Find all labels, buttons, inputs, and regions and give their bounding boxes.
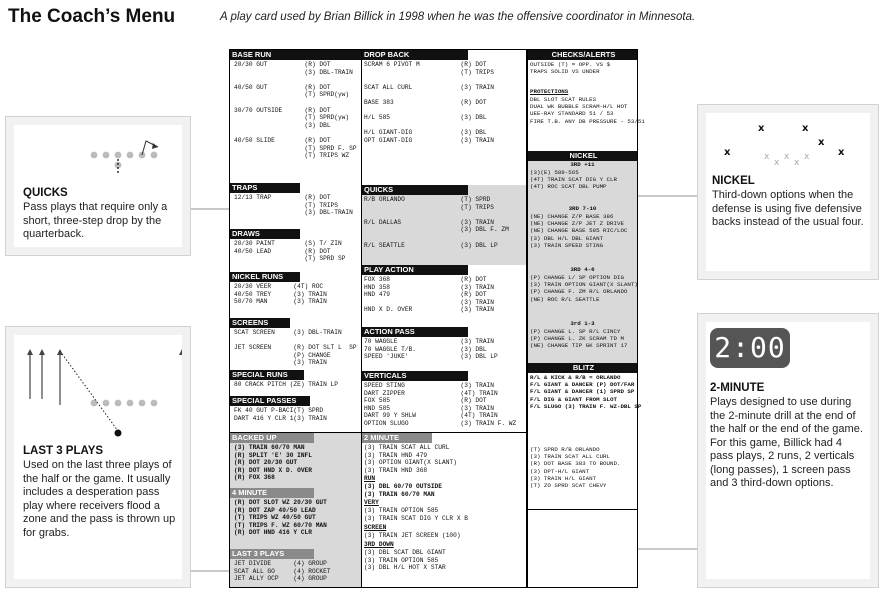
2-minute-screen-plays: (3) TRAIN JET SCREEN (100) [364,532,461,539]
section-blitz: BLITZ [528,363,637,373]
play-action-plays: FOX 368 (R) DOT HND 358 (3) TRAIN HND 479 (R) DOT (3) TRAIN HND X D. OVER (3) TRAIN [364,276,494,314]
connector-last3 [191,570,230,572]
section-screens: SCREENS [230,318,290,328]
callout-last3-text: Used on the last three plays of the half or the game. It usually includes a desperation pass play where receivers flood a zone and the pass is thrown up for grabs. [23,459,176,539]
quicks-diagram [14,129,182,185]
drop-back-plays: SCRAM 6 PIVOT M (R) DOT (T) TRIPS SCAT ALL CURL (3) TRAIN BASE 383 (R) DOT H/L 585 (3) DBL H/L GIANT-DIG (3) DBL OPT GIANT-DIG (3) TRAIN [364,61,494,144]
nickel-3rd-4-6: 3RD 4-6 [570,266,595,273]
callout-quicks-title: QUICKS [23,187,68,199]
special-runs-plays: 80 CRACK PITCH (ZE) TRAIN LP [234,381,338,388]
callout-last3 [5,326,191,588]
last3-diagram [14,339,182,439]
svg-text:x: x [804,152,810,162]
traps-plays: 12/13 TRAP (R) DOT (T) TRIPS (3) DBL-TRAIN [234,194,353,217]
section-base-run: BASE RUN [230,50,361,60]
section-4-minute: 4 MINUTE [230,488,314,498]
blitz-plays: R/L & KICK & R/B = ORLANDO F/L GIANT & DANCER (P) DOT/FAR F/L GIANT & DANCER (1) SPRD SP F/L DIG & GIANT FROM SLOT F/L SLUGO (3) TRAIN F. WZ-DBL SP [530,374,642,410]
section-action-pass: ACTION PASS [362,327,468,337]
backed-up-plays: (3) TRAIN 60/70 MAN (R) SPLIT 'E' 30 INFL (R) DOT 20/30 GUT (R) DOT HND X D. OVER (R) FOX 368 [234,444,312,482]
nickel-3rd-7-10-plays: (NE) CHANGE Z/P BASE 386 (NE) CHANGE Z/P JET Z DRIVE (NE) CHANGE BASE 585 RIC/LOC (3) DBL H/L DBL GIANT (3) TRAIN SPEED STING [530,213,628,249]
connector-quicks [191,208,230,210]
section-traps: TRAPS [230,183,300,193]
callout-2minute-title: 2-MINUTE [710,382,765,394]
2-minute-very-label: VERY [364,499,379,506]
section-verticals: VERTICALS [362,371,468,381]
clock-value: 2:00 [714,331,786,364]
callout-last3-title: LAST 3 PLAYS [23,445,104,457]
callout-quicks-text: Pass plays that require only a short, three-step drop by the quarterback. [23,201,168,240]
quicks-plays: R/B ORLANDO (T) SPRD (T) TRIPS R/L DALLAS (3) TRAIN (3) DBL F. ZM R/L SEATTLE (3) DBL LP [364,196,509,249]
last-3-plays-list: JET DIVIDE (4) GROUP SCAT ALL GO (4) ROCKET JET ALLY OCP (4) GROUP [234,560,331,583]
svg-text:x: x [764,152,770,162]
nickel-3rd-4-6-plays: (P) CHANGE L/ SP OPTION DIG (3) TRAIN OPTION GIANT(X SLANT) (P) CHANGE F. ZM R/L ORLANDO (NE) ROC R/L SEATTLE [530,274,638,303]
protections-lines: DBL SLOT SCAT RULES DUAL WK BUBBLE SCRAM-H/L HOT UEE-RAY STANDARD 51 / 53 FIRE T.B. ANY DB PRESSURE - 53/51 [530,96,645,125]
screens-plays: SCAT SCREEN (3) DBL-TRAIN JET SCREEN (R) DOT SLT L SP (P) CHANGE (3) TRAIN [234,329,357,367]
svg-text:x: x [794,158,800,168]
nickel-3rd-11: 3RD +11 [570,161,595,168]
connector-nickel [638,195,698,197]
clock-display [710,328,790,368]
section-checks-alerts: CHECKS/ALERTS [528,50,637,60]
page-title: The Coach’s Menu [8,6,176,27]
section-quicks: QUICKS [362,185,468,195]
svg-text:x: x [818,137,825,148]
2-minute-run-plays: (3) DBL 60/70 OUTSIDE (3) TRAIN 60/70 MAN [364,483,442,498]
verticals-plays: SPEED STING (3) TRAIN DART ZIPPER (4T) TRAIN FOX 585 (R) DOT HND 585 (3) TRAIN DART 99 Y SHLW (4T) TRAIN OPTION SLUGO (3) TRAIN F. WZ [364,382,517,427]
section-2-minute: 2 MINUTE [362,433,432,443]
checks-alerts-lines: OUTSIDE (T) = OPP. VS $ TRAPS SOLID VS UNDER [530,61,611,76]
section-nickel-runs: NICKEL RUNS [230,272,300,282]
2-minute-pass-plays: (3) TRAIN SCAT ALL CURL (3) TRAIN HND 479 (3) OPTION GIANT(X SLANT) (3) TRAIN HND 368 [364,444,457,474]
action-pass-plays: 70 WAGGLE (3) TRAIN 70 WAGGLE T/B. (3) DBL SPEED 'JUKE' (3) DBL LP [364,338,498,361]
section-nickel: NICKEL [528,151,637,161]
nickel-3rd-1-3-plays: (P) CHANGE L. SP R/L CINCY (P) CHANGE L. ZK SCRAM TD M (NE) CHANGE TIP GK SPRINT 17 [530,328,628,350]
nickel-diagram [706,117,870,173]
section-drop-back: DROP BACK [362,50,468,60]
2-minute-run-label: RUN [364,475,376,482]
section-draws: DRAWS [230,229,300,239]
svg-text:x: x [758,123,765,134]
section-backed-up: BACKED UP [230,433,314,443]
nickel-3rd-11-plays: (3)(E) 589-565 (4T) TRAIN SCAT DIG Y CLR (4T) ROC SCAT DBL PUMP [530,169,617,191]
play-card-right-column [527,49,645,588]
section-play-action: PLAY ACTION [362,265,468,275]
callout-nickel [697,104,879,280]
svg-text:x: x [774,158,780,168]
svg-text:x: x [802,123,809,134]
callout-2minute [697,313,879,588]
callout-2minute-text: Plays designed to use during the 2-minute drill at the end of the half or the end of the game. For this game, Billick had 4 pass plays, 2 runs, 2 verticals (long passes), 1 screen pass and 3 third-down options. [710,396,863,489]
page-subtitle: A play card used by Brian Billick in 1998 when he was the offensive coordinator in Minnesota. [220,11,696,23]
nickel-3rd-7-10: 3RD 7-10 [568,205,597,212]
draws-plays: 20/30 PAINT (S) T/ ZIN 40/50 LEAD (R) DOT (T) SPRD SP [234,240,346,263]
section-special-runs: SPECIAL RUNS [230,370,304,380]
protections-label: PROTECTIONS [530,88,569,95]
section-special-passes: SPECIAL PASSES [230,396,310,406]
base-run-plays: 20/30 GUT (R) DOT (3) DBL-TRAIN 40/50 GUT (R) DOT (T) SPRD(yw) 30/70 OUTSIDE (R) DOT (T) SPRD(yw) (3) DBL 40/50 SLIDE (R) DOT (T) SPRD F. SP (T) TRIPS WZ [234,61,357,160]
nickel-3rd-1-3: 3rd 1-3 [570,320,595,327]
callout-nickel-text: Third-down options when the defense is using five defensive backs instead of the usual four. [712,189,864,228]
special-passes-plays: FK 40 GUT P-BACI(T) SPRD DART 416 Y CLR 1(3) TRAIN [234,407,327,422]
svg-text:x: x [724,147,731,158]
2-minute-3rd-down-plays: (3) DBL SCAT DBL GIANT (3) TRAIN OPTION 585 (3) DBL H/L HOT X STAR [364,549,446,572]
connector-2minute [638,548,698,550]
2-minute-very-plays: (3) TRAIN OPTION 585 (3) TRAIN SCAT DIG Y CLR X B [364,507,468,522]
section-last-3-plays: LAST 3 PLAYS [230,549,314,559]
callout-nickel-title: NICKEL [712,175,755,187]
2-minute-3rd-down-label: 3RD DOWN [364,541,394,548]
2-minute-screen-label: SCREEN [364,524,387,531]
svg-text:x: x [838,147,845,158]
callout-quicks [5,116,191,256]
play-card [229,49,527,588]
nickel-runs-plays: 20/30 VEER (4T) ROC 40/50 TREY (3) TRAIN 50/70 MAN (3) TRAIN [234,283,327,306]
4-minute-plays: (R) DOT SLOT WZ 20/30 GUT (R) DOT ZAP 40/50 LEAD (T) TRIPS WZ 40/50 GUT (T) TRIPS F. WZ 60/70 MAN (R) DOT HND 416 Y CLR [234,499,327,537]
svg-text:x: x [784,152,790,162]
blitz-plays-2: (T) SPRD R/B ORLANDO (3) TRAIN SCAT ALL CURL (R) DOT BASE 383 TO BOUND. (3) DPT-H/L GIANT (3) TRAIN H/L GIANT (T) ZO SPRD SCAT CHEVY [530,446,621,490]
